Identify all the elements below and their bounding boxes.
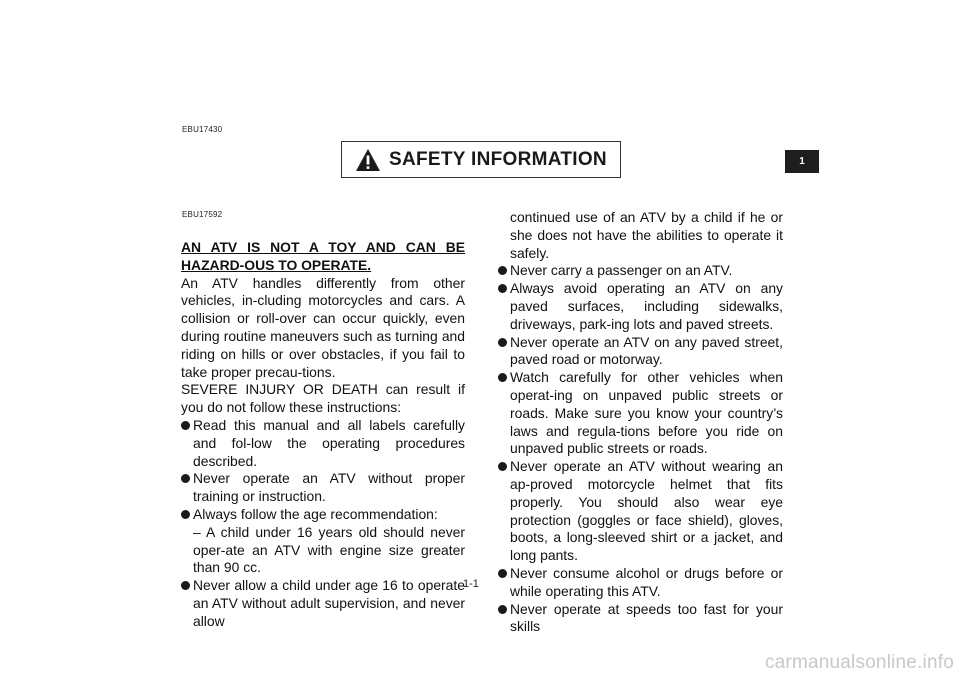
bullet-icon xyxy=(181,421,190,430)
bullet-icon xyxy=(498,373,507,382)
list-item: Never operate an ATV on any paved street, paved road or motorway. xyxy=(498,334,783,370)
bullet-icon xyxy=(498,284,507,293)
bullet-icon xyxy=(498,338,507,347)
left-column xyxy=(181,239,465,631)
list-item: Never operate an ATV without wearing an ap-proved motorcycle helmet that fits properly. You should also wear eye protection (goggles or face shield), gloves, boots, a long-sleeved shirt or a jacket, and long pants. xyxy=(498,458,783,565)
age-sub-item: – A child under 16 years old should never oper-ate an ATV with engine size greater than 90 cc. xyxy=(193,523,465,576)
document-code-top: EBU17430 xyxy=(182,125,223,134)
bullet-icon xyxy=(498,605,507,614)
right-column xyxy=(498,209,783,636)
warning-paragraph: SEVERE INJURY OR DEATH can result if you do not follow these instructions: xyxy=(181,381,465,416)
bullet-icon xyxy=(181,474,190,483)
list-item: Always avoid operating an ATV on any paved surfaces, including sidewalks, driveways, park-ing lots and paved streets. xyxy=(498,280,783,333)
section-title: SAFETY INFORMATION xyxy=(389,148,607,170)
bullet-icon xyxy=(498,266,507,275)
intro-paragraph: An ATV handles differently from other vehicles, in-cluding motorcycles and cars. A collision or roll-over can occur quickly, even during routine maneuvers such as turning and riding on hills or over obstacles, if you fail to take proper precau-tions. xyxy=(181,274,465,380)
document-code-mid: EBU17592 xyxy=(182,210,223,219)
section-title-box xyxy=(341,141,621,178)
list-item: Never allow a child under age 16 to operate an ATV without adult supervision, and never allow xyxy=(181,577,465,630)
list-item: Watch carefully for other vehicles when operat-ing on unpaved public streets or roads. Make sure you know your country’s laws and regula-tions before you ride on unpaved public streets or roads. xyxy=(498,369,783,458)
list-item: Never operate at speeds too fast for your skills xyxy=(498,601,783,637)
list-item: Always follow the age recommendation: xyxy=(181,506,465,524)
chapter-tab: 1 xyxy=(785,150,819,173)
hazard-heading: AN ATV IS NOT A TOY AND CAN BE HAZARD-OUS TO OPERATE. xyxy=(181,239,465,273)
bullet-icon xyxy=(181,581,190,590)
list-item: Never carry a passenger on an ATV. xyxy=(498,262,783,280)
bullet-icon xyxy=(498,462,507,471)
warning-icon xyxy=(355,148,381,172)
continuation-text: continued use of an ATV by a child if he or she does not have the abilities to operate it safely. xyxy=(510,209,783,261)
bullet-icon xyxy=(498,569,507,578)
list-item: Read this manual and all labels carefully and fol-low the operating procedures described. xyxy=(181,417,465,470)
bullet-icon xyxy=(181,510,190,519)
page-number: 1-1 xyxy=(463,578,479,590)
list-item: Never consume alcohol or drugs before or while operating this ATV. xyxy=(498,565,783,601)
watermark-text[interactable]: carmanualsonline.info xyxy=(764,652,954,673)
list-item: Never operate an ATV without proper training or instruction. xyxy=(181,470,465,506)
